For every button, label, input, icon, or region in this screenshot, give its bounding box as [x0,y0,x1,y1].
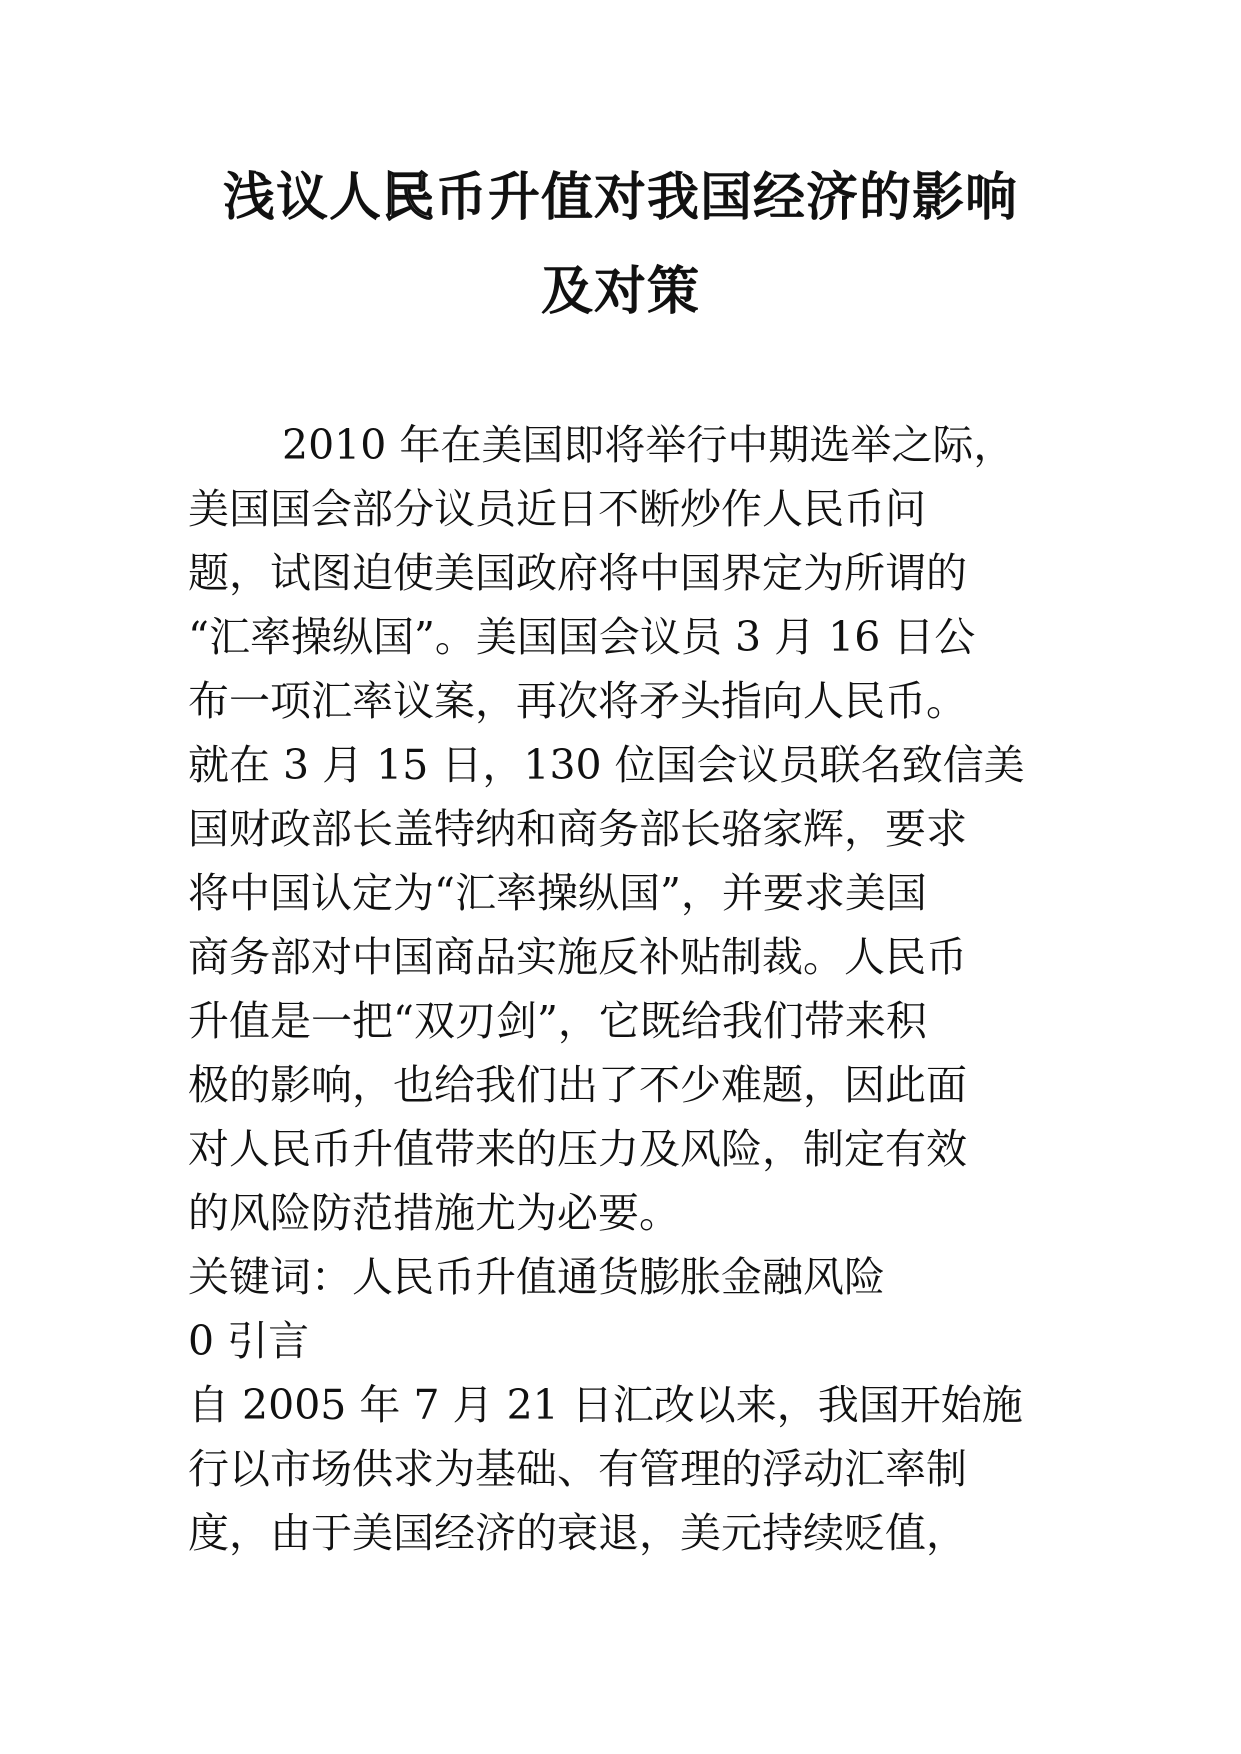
title-outlined-character: 民 [381,168,435,228]
document-body [188,413,1088,1565]
abstract-line: 就在 3 月 15 日，130 位国会议员联名致信美 [188,741,1025,789]
keywords-line: 关键词：人民币升值通货膨胀金融风险 [188,1253,885,1301]
abstract-line: 对人民币升值带来的压力及风险，制定有效 [188,1125,967,1173]
abstract-line: 布一项汇率议案，再次将矛头指向人民币。 [188,677,967,725]
intro-line: 自 2005 年 7 月 21 日汇改以来，我国开始施 [188,1381,1023,1429]
abstract-line: “汇率操纵国”。美国国会议员 3 月 16 日公 [188,613,976,661]
abstract-line: 2010 年在美国即将举行中期选举之际， [282,421,1015,469]
abstract-line: 的风险防范措施尤为必要。 [188,1189,680,1237]
section-heading-introduction: 0 引言 [188,1317,310,1365]
abstract-line: 美国国会部分议员近日不断炒作人民币问 [188,485,926,533]
document-title-line-2: 及对策 [540,262,700,322]
abstract-line: 国财政部长盖特纳和商务部长骆家辉，要求 [188,805,967,853]
document-title-line-1 [0,168,1241,228]
intro-line: 度，由于美国经济的衰退，美元持续贬值， [188,1509,967,1557]
abstract-line: 将中国认定为“汇率操纵国”，并要求美国 [188,869,927,917]
abstract-line: 升值是一把“双刃剑”，它既给我们带来积 [188,997,927,1045]
abstract-line: 题，试图迫使美国政府将中国界定为所谓的 [188,549,967,597]
title-part-c: 币升值对我国经济的影响 [435,168,1019,228]
abstract-line: 极的影响，也给我们出了不少难题，因此面 [188,1061,967,1109]
abstract-line: 商务部对中国商品实施反补贴制裁。人民币 [188,933,967,981]
title-part-a: 浅议人 [222,168,382,228]
intro-line: 行以市场供求为基础、有管理的浮动汇率制 [188,1445,967,1493]
